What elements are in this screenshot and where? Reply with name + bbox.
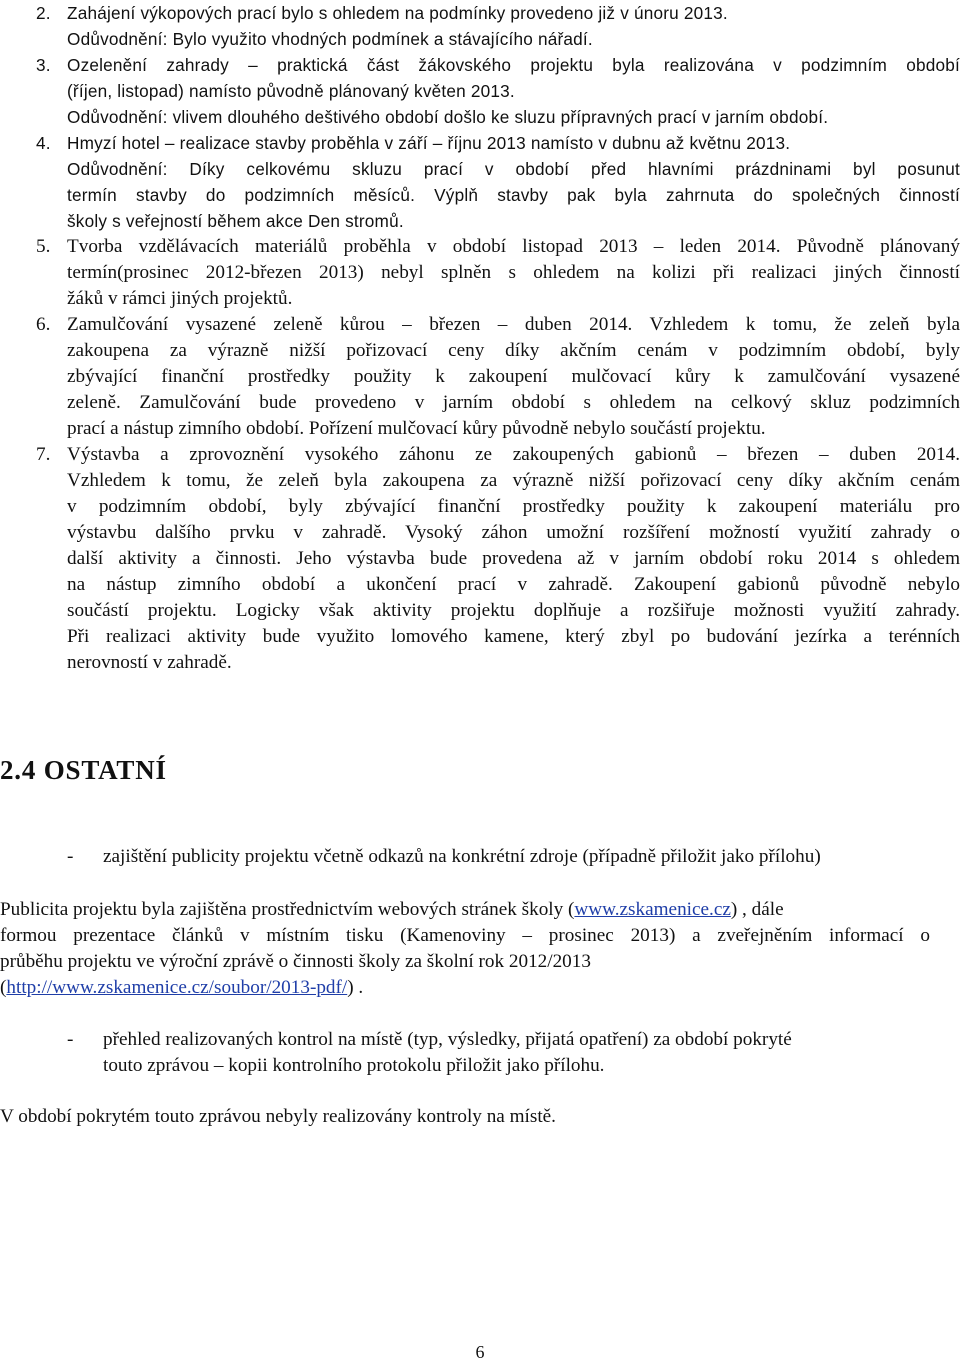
item-line: termín(prosinec 2012-březen 2013) nebyl splněn s ohledem na kolizi při realizaci jiných činností [67, 262, 960, 283]
paragraph-line: formou prezentace článků v místním tisku (Kamenoviny – prosinec 2013) a zveřejněním informací o [0, 925, 930, 946]
dash-bullet: - [67, 846, 74, 867]
item-line: zbývající finanční prostředky použity k zakoupení mulčovací kůry k zamulčování vysazené [67, 366, 960, 387]
section-title: 2.4 OSTATNÍ [0, 755, 167, 785]
item-line: Odůvodnění: vlivem dlouhého deštivého období došlo ke sluzu přípravných prací v jarním období. [67, 107, 829, 127]
item-line: Hmyzí hotel – realizace stavby proběhla v září – říjnu 2013 namísto v dubnu až květnu 2013. [67, 133, 791, 153]
list-item-3 [36, 52, 960, 130]
school-website-link[interactable]: www.zskamenice.cz [574, 899, 731, 920]
item-line: nerovností v zahradě. [67, 652, 232, 673]
paragraph-text: ( [0, 977, 7, 998]
item-line: na nástup zimního období a ukončení prací v zahradě. Zakoupení gabionů původně nebylo [67, 574, 960, 595]
page-number: 6 [475, 1342, 485, 1362]
item-line: Tvorba vzdělávacích materiálů proběhla v období listopad 2013 – leden 2014. Původně plánovaný [67, 236, 960, 257]
list-item-6 [36, 312, 960, 442]
item-line: v podzimním období, byly zbývající finanční prostředky použity k zakoupení materiálu pro [67, 496, 960, 517]
numbered-change-list [36, 0, 960, 676]
item-line: (říjen, listopad) namísto původně plánovaný květen 2013. [67, 81, 515, 101]
paragraph-text: ) . [347, 977, 364, 998]
publicity-paragraph [0, 897, 930, 1001]
item-line: školy s veřejností během akce Den stromů. [67, 211, 404, 231]
item-line: Vzhledem k tomu, že zeleň byla zakoupena za výrazně nižší pořizovací ceny díky akčním cenám [67, 470, 960, 491]
list-item-4 [36, 130, 960, 234]
list-item-7 [36, 442, 960, 676]
closing-sentence: V období pokrytém touto zprávou nebyly realizovány kontroly na místě. [0, 1106, 556, 1127]
annual-report-link[interactable]: http://www.zskamenice.cz/soubor/2013-pdf/ [6, 977, 348, 998]
paragraph-line [0, 897, 930, 923]
requirement-line: touto zprávou – kopii kontrolního protokolu přiložit jako přílohu. [103, 1055, 605, 1076]
item-line: výstavbu dalšího prvku v zahradě. Vysoký záhon umožní rozšíření možností využití zahrady o [67, 522, 960, 543]
item-line: zakoupena za výrazně nižší pořizovací ceny díky akčním cenám v podzimním období, byly [67, 340, 960, 361]
item-line: Zahájení výkopových prací bylo s ohledem na podmínky provedeno již v únoru 2013. [67, 3, 728, 23]
item-line: Při realizaci aktivity bude využito lomového kamene, který zbyl po budování jezírka a terénních [67, 626, 960, 647]
paragraph-text: ) , dále [730, 899, 784, 920]
item-number: 7. [36, 444, 51, 465]
item-number: 5. [36, 236, 51, 257]
item-number: 6. [36, 314, 51, 335]
item-number: 2. [36, 3, 51, 23]
item-number: 3. [36, 55, 51, 75]
item-line: Zamulčování vysazené zeleně kůrou – březen – duben 2014. Vzhledem k tomu, že zeleň byla [67, 314, 960, 335]
item-line: zeleně. Zamulčování bude provedeno v jarním období s ohledem na celkový skluz podzimních [67, 392, 960, 413]
paragraph-text: Publicita projektu byla zajištěna prostřednictvím webových stránek školy ( [0, 899, 575, 920]
item-line: Ozelenění zahrady – praktická část žákovského projektu byla realizována v podzimním období [67, 55, 960, 75]
item-line: Výstavba a zprovoznění vysokého záhonu ze zakoupených gabionů – březen – duben 2014. [67, 444, 960, 465]
item-line: prací a nástup zimního období. Pořízení mulčovací kůry původně nebylo součástí projektu. [67, 418, 766, 439]
list-item-5 [36, 234, 960, 312]
item-line: další aktivity a činnosti. Jeho výstavba bude provedena až v jarním období roku 2014 s ohledem [67, 548, 960, 569]
item-line: Odůvodnění: Díky celkovému skluzu prací v období před hlavními prázdninami byl posunut [67, 159, 960, 179]
item-line: součástí projektu. Logicky však aktivity projektu doplňuje a rozšiřuje možnosti využití zahrady. [67, 600, 960, 621]
requirement-line: přehled realizovaných kontrol na místě (typ, výsledky, přijatá opatření) za období pokryté [103, 1029, 792, 1050]
dash-bullet: - [67, 1029, 74, 1050]
item-line: žáků v rámci jiných projektů. [67, 288, 293, 309]
item-line: Odůvodnění: Bylo využito vhodných podmínek a stávajícího nářadí. [67, 29, 593, 49]
item-number: 4. [36, 133, 51, 153]
controls-requirement-text [103, 1027, 960, 1079]
list-item-2 [36, 0, 960, 52]
paragraph-line: průběhu projektu ve výroční zprávě o činnosti školy za školní rok 2012/2013 [0, 951, 591, 972]
item-line: termín stavby do podzimních měsíců. Výplň stavby pak byla zahrnuta do společných činností [67, 185, 960, 205]
publicity-requirement-text: zajištění publicity projektu včetně odkazů na konkrétní zdroje (případně přiložit jako přílohu) [103, 846, 821, 867]
paragraph-line [0, 975, 930, 1001]
